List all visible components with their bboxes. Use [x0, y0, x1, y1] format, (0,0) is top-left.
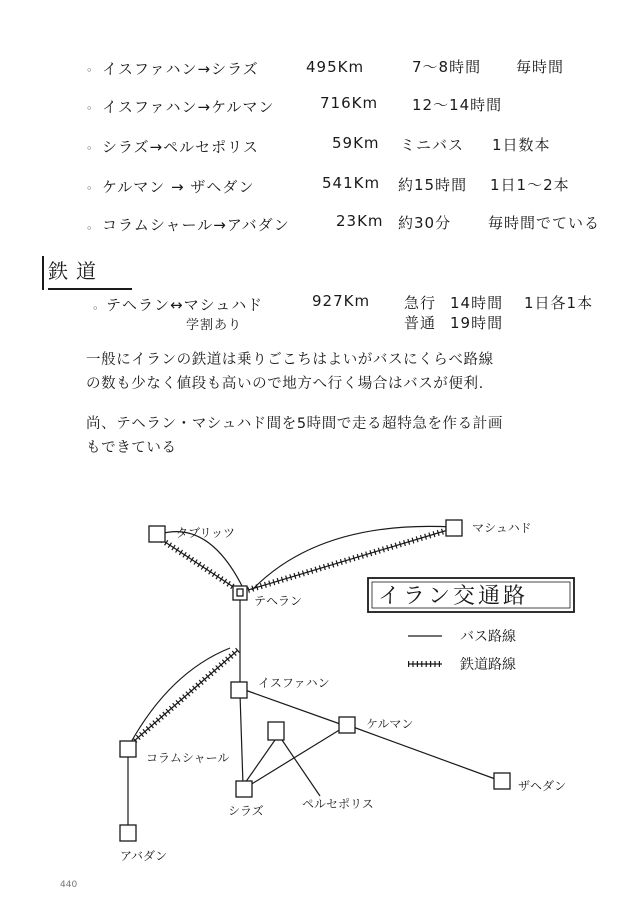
paragraph-line: の数も少なく値段も高いので地方へ行く場合はバスが便利. [86, 376, 484, 392]
route-name: イスファハン→シラズ [102, 60, 259, 78]
route-distance: 495Km [306, 58, 365, 76]
bus-route-isfahan-kerman [245, 690, 343, 725]
rail-distance: 927Km [312, 292, 371, 310]
city-marker-tehran-inner [237, 589, 243, 596]
route-distance: 716Km [320, 94, 379, 112]
route-frequency: 毎時間でている [488, 214, 601, 232]
persepolis-label-leader [282, 740, 320, 796]
city-marker-isfahan [231, 682, 247, 698]
label-khorramshahr: コラムシャール [146, 751, 230, 765]
route-time: 7～8時間 [412, 58, 482, 76]
route-distance: 541Km [322, 174, 381, 192]
local-time: 19時間 [450, 314, 504, 332]
route-frequency: 1日1～2本 [490, 176, 570, 194]
local-label: 普通 [404, 314, 437, 332]
label-zahedan: ザヘダン [518, 779, 567, 793]
bullet: ◦ [92, 302, 99, 315]
bullet: ◦ [86, 182, 93, 195]
city-marker-khorramshahr [120, 741, 136, 757]
label-persepolis: ペルセポリス [302, 797, 374, 811]
bullet: ◦ [86, 222, 93, 235]
rail-heading: 鉄道 [48, 258, 132, 290]
legend-rail-label: 鉄道路線 [460, 657, 516, 673]
paragraph-line: 尚、テヘラン・マシュハド間を5時間で走る超特急を作る計画 [86, 416, 503, 432]
route-name: シラズ→ペルセポリス [102, 138, 259, 156]
paragraph-line: 一般にイランの鉄道は乗りごこちはよいがバスにくらべ路線 [86, 352, 494, 368]
city-marker-abadan [120, 825, 136, 841]
city-marker-kerman [339, 717, 355, 733]
bus-route-tabriz-tehran [160, 532, 244, 590]
express-label: 急行 [404, 294, 437, 312]
rail-frequency: 1日各1本 [524, 294, 594, 312]
city-marker-tabriz [149, 526, 165, 542]
city-marker-zahedan [494, 773, 510, 789]
route-frequency: 1日数本 [492, 136, 551, 154]
city-marker-persepolis [268, 722, 284, 740]
city-marker-mashhad [446, 520, 462, 536]
route-name: コラムシャール→アバダン [102, 216, 290, 234]
label-kerman: ケルマン [366, 717, 414, 731]
label-tabriz: タブリッツ [176, 526, 236, 540]
bus-route-shiraz-persepolis [245, 740, 275, 783]
bus-route-tehran-khorramshahr [130, 648, 230, 744]
route-distance: 23Km [336, 212, 384, 230]
route-time: ミニバス [400, 136, 465, 154]
route-time: 約15時間 [398, 176, 468, 194]
rail-route: テヘラン↔マシュハド [106, 296, 263, 314]
route-name: ケルマン → ザヘダン [102, 178, 255, 196]
legend-bus-label: バス路線 [460, 629, 516, 645]
page-number: 440 [60, 880, 78, 890]
rail-note: 学割あり [186, 318, 243, 333]
map-title: イラン交通路 [378, 584, 529, 609]
route-frequency: 毎時間 [516, 58, 565, 76]
label-isfahan: イスファハン [258, 676, 330, 690]
route-time: 約30分 [398, 214, 452, 232]
bullet: ◦ [86, 102, 93, 115]
paragraph-line: もできている [86, 440, 177, 456]
rail-route-tehran-khorramshahr [133, 650, 238, 742]
bus-route-isfahan-shiraz [240, 694, 243, 785]
bullet: ◦ [86, 64, 93, 77]
route-distance: 59Km [332, 134, 380, 152]
label-mashhad: マシュハド [472, 521, 532, 535]
label-tehran: テヘラン [254, 594, 303, 608]
rail-route-lines [133, 530, 448, 742]
label-abadan: アバダン [120, 849, 168, 863]
bus-route-kerman-zahedan [353, 727, 498, 780]
city-marker-shiraz [236, 781, 252, 797]
bullet: ◦ [86, 142, 93, 155]
express-time: 14時間 [450, 294, 504, 312]
route-name: イスファハン→ケルマン [102, 98, 275, 116]
route-time: 12～14時間 [412, 96, 503, 114]
label-shiraz: シラズ [228, 804, 264, 818]
